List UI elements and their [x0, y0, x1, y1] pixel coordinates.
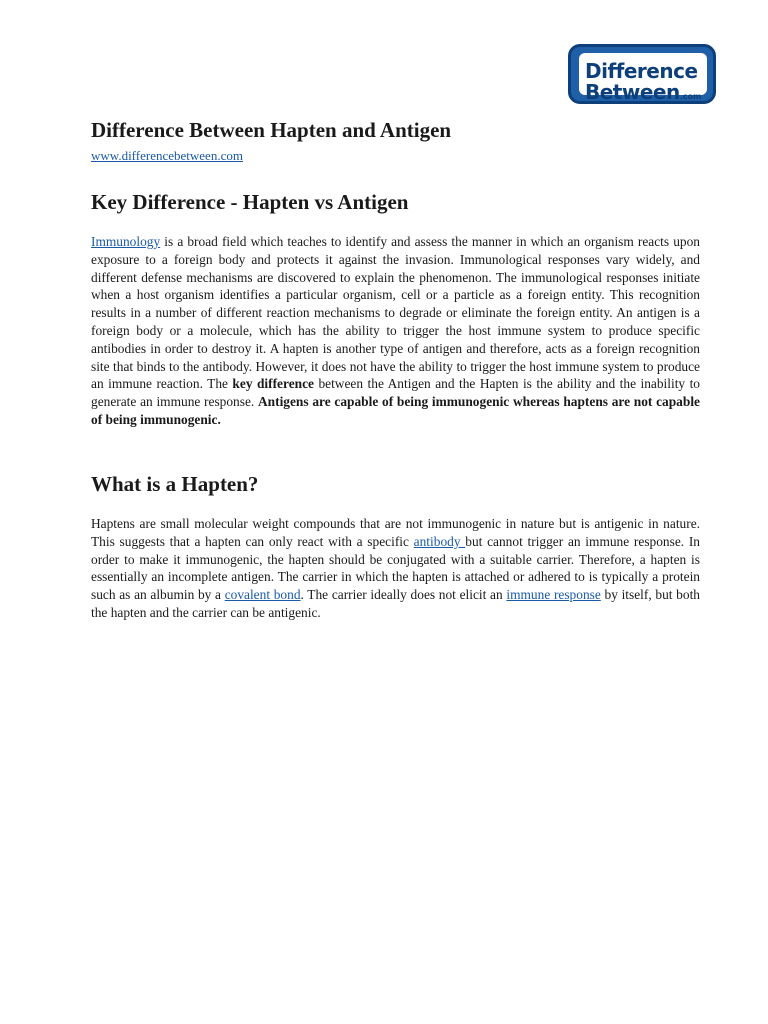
logo-between-word: Between [585, 80, 680, 104]
logo-text-difference: Difference [585, 59, 698, 83]
hapten-text-a: Haptens are small molecular weight compounds that are not immunogenic in nature but is antigenic in nature. This suggests that a hapten can only react with a specific [91, 516, 700, 549]
logo-suffix: .com [679, 92, 702, 101]
intro-text-b: between the Antigen and the Hapten is the ability and the inability to generate an immune response. [91, 376, 700, 410]
bold-conclusion: Antigens are capable of being immunogenic whereas haptens are not capable of being immunogenic. [91, 394, 700, 427]
hapten-text-b: but cannot trigger an immune response. In order to make it immunogenic, the hapten should be conjugated with a suitable carrier. Therefore, a hapten is essentially an incomplete antigen. The carrier in which the hapten is attached or adhered to is typically a protein such as an albumin by a [91, 533, 700, 603]
link-covalent-bond[interactable]: covalent bond [224, 587, 301, 603]
heading-key-difference: Key Difference - Hapten vs Antigen [91, 190, 409, 214]
document-title: Difference Between Hapten and Antigen [91, 118, 452, 142]
paragraph-intro [91, 233, 700, 429]
logo-text-between [585, 80, 701, 104]
heading-what-is-hapten: What is a Hapten? [91, 472, 259, 496]
link-antibody[interactable]: antibody [413, 533, 466, 549]
link-immunology[interactable]: Immunology [91, 234, 161, 249]
link-immune-response[interactable]: immune response [506, 587, 601, 603]
hapten-text-d: by itself, but both the hapten and the carrier can be antigenic. [91, 587, 700, 620]
source-link[interactable]: www.differencebetween.com [91, 148, 243, 163]
paragraph-hapten [91, 515, 700, 622]
intro-text-a: is a broad field which teaches to identify and assess the manner in which an organism reacts upon exposure to a foreign body and protects it against the invasion. Immunological responses vary widely, and different defense mechanisms are discovered to explain the phenomenon. The immunological responses initiate when a host organism identifies a particular organism, cell or a particle as a foreign entity. This recognition results in a number of different reaction mechanisms to degrade or eliminate the foreign entity. An antigen is a foreign body or a molecule, which has the ability to trigger the host immune system to produce specific antibodies in order to destroy it. A hapten is another type of antigen and therefore, acts as a foreign recognition site that binds to the antibody. However, it does not have the ability to trigger the host immune system to produce an immune reaction. The [91, 234, 700, 392]
bold-key-difference: key difference [232, 376, 314, 392]
differencebetween-logo[interactable] [568, 44, 716, 104]
hapten-text-c: . The carrier ideally does not elicit an [300, 587, 507, 603]
